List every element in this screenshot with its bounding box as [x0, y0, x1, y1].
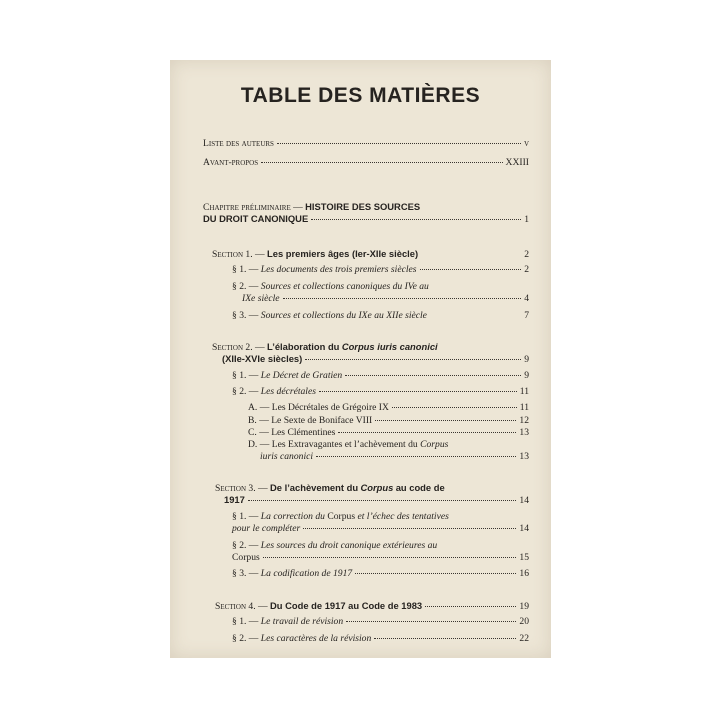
- section-prefix: Section 4. —: [215, 601, 268, 612]
- dot-leader: [355, 573, 516, 574]
- section-title-cont: (XIIe-XVIe siècles): [222, 353, 303, 364]
- subsection-label: D. — Les Extravagantes et l’achèvement du: [248, 439, 418, 450]
- section-1-item-1[interactable]: [232, 264, 529, 275]
- section-2-sub-c[interactable]: [248, 427, 529, 438]
- paragraph-num: § 2. —: [232, 386, 259, 397]
- section-title-italic: Corpus: [360, 482, 394, 493]
- toc-page-number: 2: [524, 264, 529, 275]
- dot-leader: [374, 638, 516, 639]
- section-3-item-1-line2[interactable]: [232, 523, 529, 534]
- paragraph-num: § 1. —: [232, 511, 259, 522]
- toc-page-number: 9: [524, 354, 529, 365]
- dot-leader: [420, 269, 522, 270]
- section-3-item-2-line1[interactable]: [232, 540, 437, 551]
- toc-page-number: 2: [524, 249, 529, 260]
- toc-page-number: 13: [519, 427, 529, 438]
- dot-leader: [283, 298, 522, 299]
- section-prefix: Section 3. —: [215, 483, 268, 494]
- dot-leader: [345, 375, 521, 376]
- book-page: [170, 60, 551, 658]
- section-2-item-2[interactable]: [232, 386, 529, 397]
- paragraph-text-roman: Corpus: [327, 511, 356, 522]
- paragraph-num: § 3. —: [232, 568, 259, 579]
- paragraph-text-cont: pour le compléter: [232, 523, 301, 534]
- dot-leader: [305, 359, 521, 360]
- section-2-sub-b[interactable]: [248, 415, 529, 426]
- paragraph-num: § 3. —: [232, 310, 259, 321]
- paragraph-num: § 2. —: [232, 281, 259, 292]
- toc-page-number: 4: [524, 293, 529, 304]
- chapter-title-b: DU DROIT CANONIQUE: [203, 213, 309, 224]
- section-title: Du Code de 1917 au Code de 1983: [270, 600, 423, 611]
- section-1-heading[interactable]: [212, 248, 529, 260]
- dot-leader: [261, 162, 502, 163]
- paragraph-text: La correction du: [260, 511, 325, 522]
- subsection-label: C. — Les Clémentines: [248, 427, 336, 438]
- dot-leader: [392, 407, 517, 408]
- toc-entry-label: Liste des auteurs: [203, 138, 274, 149]
- section-2-sub-a[interactable]: [248, 402, 529, 413]
- section-4-item-2[interactable]: [232, 633, 529, 644]
- section-heading: [215, 600, 422, 612]
- section-title: L’élaboration du: [267, 341, 340, 352]
- section-title-italic: Corpus iuris canonici: [341, 341, 438, 352]
- section-4-item-1[interactable]: [232, 616, 529, 627]
- toc-page-number: 11: [519, 386, 529, 397]
- section-1-item-2-line2[interactable]: [242, 293, 529, 304]
- paragraph-text: La codification de 1917: [260, 568, 353, 579]
- section-2-item-1[interactable]: [232, 370, 529, 381]
- toc-entry-label: Avant-propos: [203, 157, 259, 168]
- chapter-heading-line1[interactable]: [203, 201, 420, 213]
- section-3-item-3[interactable]: [232, 568, 529, 579]
- paragraph-text: Les caractères de la révision: [260, 633, 372, 644]
- subsection-label-cont: iuris canonici: [260, 451, 314, 462]
- section-title-cont: au code de: [395, 482, 445, 493]
- toc-page-number: 19: [519, 601, 529, 612]
- paragraph-text: Les documents des trois premiers siècles: [260, 264, 417, 275]
- section-1-item-2-line1[interactable]: [232, 281, 429, 292]
- section-2-heading-line2[interactable]: [222, 353, 529, 365]
- chapter-prefix: Chapitre préliminaire —: [203, 202, 303, 213]
- dot-leader: [425, 606, 516, 607]
- toc-page-number: 9: [524, 370, 529, 381]
- section-prefix: Section 2. —: [212, 342, 265, 353]
- section-prefix: Section 1. —: [212, 249, 265, 260]
- toc-entry-auteurs[interactable]: [203, 138, 529, 149]
- toc-page-number: v: [523, 138, 529, 149]
- paragraph-text-cont: IXe siècle: [242, 293, 280, 304]
- dot-leader: [375, 420, 516, 421]
- paragraph-text: Sources et collections du IXe au XIIe siècle: [260, 310, 427, 321]
- section-2-heading-line1[interactable]: [212, 341, 438, 353]
- paragraph-text-cont: Corpus: [232, 552, 260, 563]
- toc-page-number: 14: [519, 495, 529, 506]
- section-2-sub-d-line1[interactable]: [248, 439, 448, 450]
- paragraph-text: Sources et collections canoniques du IVe au: [260, 281, 429, 292]
- dot-leader: [338, 432, 516, 433]
- toc-page-number: XXIII: [505, 157, 529, 168]
- toc-page-number: 15: [519, 552, 529, 563]
- section-title-year: 1917: [224, 494, 245, 505]
- toc-page-number: 7: [524, 310, 529, 321]
- paragraph-text: Le Décret de Gratien: [260, 370, 343, 381]
- toc-page-number: 12: [519, 415, 529, 426]
- paragraph-text: Le travail de révision: [260, 616, 344, 627]
- toc-page-number: 20: [519, 616, 529, 627]
- subsection-label-italic: Corpus: [420, 439, 449, 450]
- paragraph-text-cont: et l’échec des tentatives: [357, 511, 449, 522]
- section-3-item-1-line1[interactable]: [232, 511, 449, 522]
- section-3-item-2-line2[interactable]: [232, 552, 529, 563]
- dot-leader: [248, 500, 517, 501]
- toc-page-number: 1: [524, 214, 529, 225]
- toc-page-number: 14: [519, 523, 529, 534]
- dot-leader: [346, 621, 516, 622]
- paragraph-num: § 2. —: [232, 540, 259, 551]
- section-3-heading-line2[interactable]: [224, 494, 529, 506]
- paragraph-num: § 1. —: [232, 370, 259, 381]
- section-title: De l’achèvement du: [270, 482, 359, 493]
- dot-leader: [277, 143, 521, 144]
- section-4-heading[interactable]: [215, 600, 529, 612]
- section-heading: [212, 248, 418, 260]
- section-title: Les premiers âges (Ier-XIIe siècle): [267, 248, 419, 259]
- dot-leader: [263, 557, 517, 558]
- page-title: TABLE DES MATIÈRES: [240, 84, 481, 107]
- section-1-item-3[interactable]: [232, 310, 529, 321]
- dot-leader: [311, 219, 521, 220]
- paragraph-num: § 2. —: [232, 633, 259, 644]
- chapter-heading-line2[interactable]: [203, 213, 529, 225]
- paragraph-text: Les décrétales: [260, 386, 316, 397]
- paragraph-num: § 1. —: [232, 264, 259, 275]
- chapter-title-a: HISTOIRE DES SOURCES: [305, 201, 421, 212]
- toc-page-number: 16: [519, 568, 529, 579]
- section-3-heading-line1[interactable]: [215, 482, 445, 494]
- paragraph-text: Les sources du droit canonique extérieures au: [260, 540, 438, 551]
- subsection-label: A. — Les Décrétales de Grégoire IX: [248, 402, 389, 413]
- toc-page-number: 13: [519, 451, 529, 462]
- subsection-label: B. — Le Sexte de Boniface VIII: [248, 415, 373, 426]
- dot-leader: [319, 391, 517, 392]
- dot-leader: [316, 456, 516, 457]
- toc-page-number: 11: [519, 402, 529, 413]
- dot-leader: [303, 528, 516, 529]
- paragraph-num: § 1. —: [232, 616, 259, 627]
- toc-page-number: 22: [519, 633, 529, 644]
- section-2-sub-d-line2[interactable]: [260, 451, 529, 462]
- toc-entry-avant-propos[interactable]: [203, 157, 529, 168]
